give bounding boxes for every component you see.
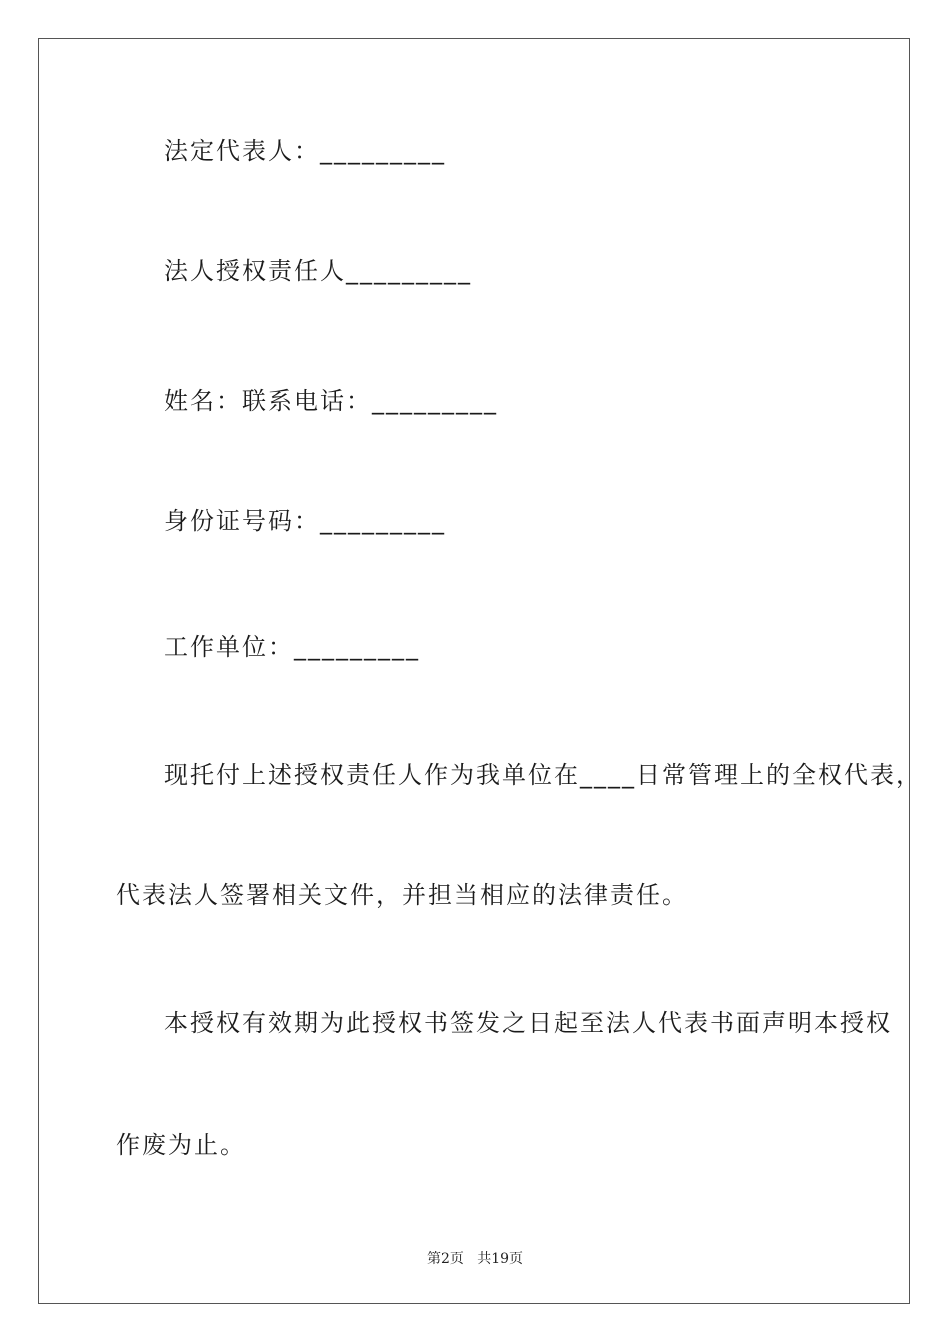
authorized-person-line: 法人授权责任人_________ bbox=[164, 257, 472, 285]
validity-paragraph-line-1: 本授权有效期为此授权书签发之日起至法人代表书面声明本授权 bbox=[164, 1009, 892, 1037]
authorization-paragraph-line-2: 代表法人签署相关文件，并担当相应的法律责任。 bbox=[116, 881, 688, 909]
authorization-paragraph-line-1: 现托付上述授权责任人作为我单位在____日常管理上的全权代表， bbox=[164, 761, 922, 789]
work-unit-line: 工作单位：_________ bbox=[164, 633, 420, 661]
id-number-line: 身份证号码：_________ bbox=[164, 507, 446, 535]
page-number-footer: 第2页 共19页 bbox=[426, 1251, 524, 1267]
name-phone-line: 姓名：联系电话：_________ bbox=[164, 387, 498, 415]
legal-representative-line: 法定代表人：_________ bbox=[164, 137, 446, 165]
page-border bbox=[38, 38, 910, 1304]
validity-paragraph-line-2: 作废为止。 bbox=[116, 1131, 246, 1159]
